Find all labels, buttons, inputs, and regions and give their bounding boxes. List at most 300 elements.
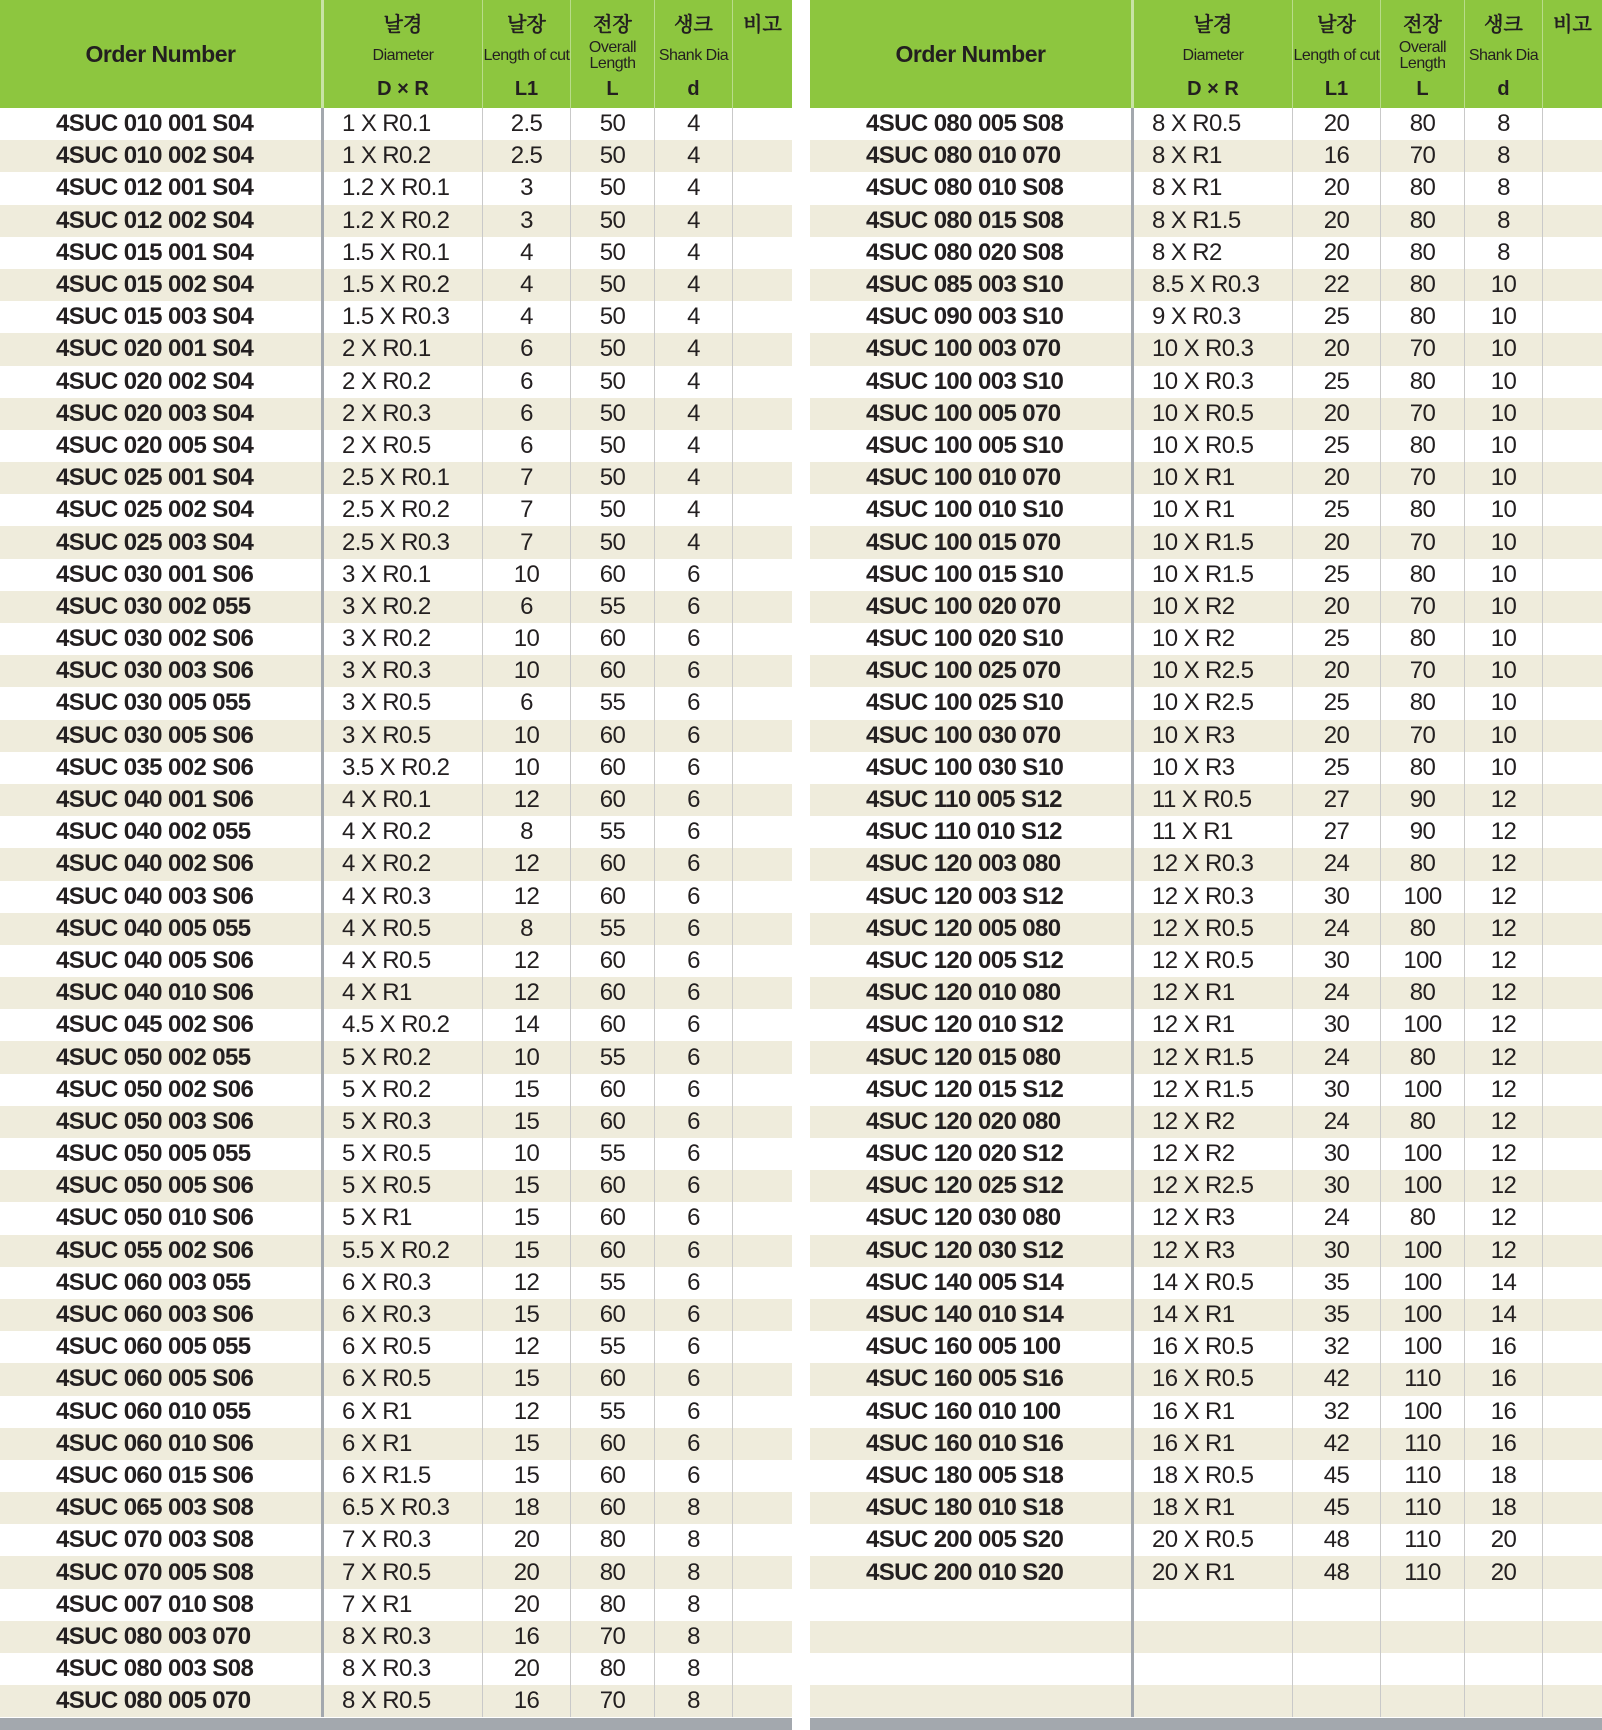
- cell-note: [733, 1653, 792, 1685]
- cell-overall-length: 110: [1381, 1460, 1465, 1492]
- cell-length-of-cut: 24: [1293, 848, 1381, 880]
- cell-shank-dia: 10: [1465, 752, 1543, 784]
- cell-note: [733, 1235, 792, 1267]
- cell-note: [733, 784, 792, 816]
- header-symbol: L1: [514, 78, 539, 100]
- header-symbol: d: [687, 78, 700, 100]
- table-row: [0, 430, 792, 462]
- cell-length-of-cut: 20: [1293, 462, 1381, 494]
- cell-overall-length: 80: [571, 1653, 655, 1685]
- cell-length-of-cut: 16: [483, 1685, 571, 1717]
- header-label-ko: 날장: [1317, 14, 1356, 36]
- cell-note: [1543, 1235, 1602, 1267]
- cell-diameter: 2 X R0.3: [324, 398, 483, 430]
- cell-note: [1543, 430, 1602, 462]
- cell-note: [1543, 559, 1602, 591]
- cell-shank-dia: 12: [1465, 1170, 1543, 1202]
- table-row: [0, 881, 792, 913]
- header-order-number: [810, 0, 1134, 108]
- cell-overall-length: 80: [1381, 108, 1465, 140]
- cell-order-number: 4SUC 110 010 S12: [810, 816, 1134, 848]
- table-row: [810, 752, 1602, 784]
- cell-order-number: 4SUC 030 002 055: [0, 591, 324, 623]
- cell-length-of-cut: 12: [483, 945, 571, 977]
- cell-note: [1543, 108, 1602, 140]
- cell-shank-dia: 10: [1465, 687, 1543, 719]
- cell-shank-dia: 8: [1465, 237, 1543, 269]
- table-row: [0, 1685, 792, 1717]
- table-row: [0, 1331, 792, 1363]
- cell-overall-length: 50: [571, 237, 655, 269]
- cell-shank-dia: 6: [655, 977, 733, 1009]
- cell-order-number: 4SUC 060 015 S06: [0, 1460, 324, 1492]
- cell-shank-dia: 6: [655, 591, 733, 623]
- cell-note: [733, 816, 792, 848]
- cell-overall-length: 70: [1381, 333, 1465, 365]
- cell-note: [1543, 1492, 1602, 1524]
- cell-overall-length: 100: [1381, 1267, 1465, 1299]
- cell-order-number: 4SUC 180 005 S18: [810, 1460, 1134, 1492]
- cell-order-number: 4SUC 010 002 S04: [0, 140, 324, 172]
- cell-order-number: 4SUC 080 005 S08: [810, 108, 1134, 140]
- cell-shank-dia: 10: [1465, 720, 1543, 752]
- cell-diameter: 1 X R0.1: [324, 108, 483, 140]
- cell-shank-dia: 8: [1465, 172, 1543, 204]
- cell-diameter: 16 X R1: [1134, 1428, 1293, 1460]
- cell-overall-length: 80: [1381, 623, 1465, 655]
- cell-order-number: 4SUC 100 003 S10: [810, 366, 1134, 398]
- cell-length-of-cut: 30: [1293, 1235, 1381, 1267]
- cell-shank-dia: 12: [1465, 1138, 1543, 1170]
- cell-note: [733, 269, 792, 301]
- cell-shank-dia: 12: [1465, 1106, 1543, 1138]
- table-row: [810, 494, 1602, 526]
- table-row: [810, 301, 1602, 333]
- cell-diameter: 8 X R0.3: [324, 1621, 483, 1653]
- cell-diameter: 8 X R0.5: [324, 1685, 483, 1717]
- cell-overall-length: 100: [1381, 1138, 1465, 1170]
- header-label-ko: 날장: [507, 14, 546, 36]
- cell-length-of-cut: 4: [483, 301, 571, 333]
- cell-overall-length: 50: [571, 366, 655, 398]
- cell-length-of-cut: 35: [1293, 1299, 1381, 1331]
- cell-shank-dia: 4: [655, 494, 733, 526]
- cell-overall-length: 100: [1381, 1299, 1465, 1331]
- cell-order-number: 4SUC 030 003 S06: [0, 655, 324, 687]
- table-row: [0, 913, 792, 945]
- cell-shank-dia: 6: [655, 945, 733, 977]
- cell-note: [733, 205, 792, 237]
- cell-overall-length: 100: [1381, 945, 1465, 977]
- cell-note: [1543, 1009, 1602, 1041]
- cell-order-number: 4SUC 020 005 S04: [0, 430, 324, 462]
- cell-shank-dia: [1465, 1685, 1543, 1717]
- cell-diameter: 5 X R1: [324, 1202, 483, 1234]
- header-label-en: Length of cut: [483, 47, 570, 64]
- cell-length-of-cut: 7: [483, 462, 571, 494]
- cell-order-number: [810, 1685, 1134, 1717]
- cell-length-of-cut: 30: [1293, 1074, 1381, 1106]
- cell-length-of-cut: 16: [483, 1621, 571, 1653]
- table-row: [0, 1363, 792, 1395]
- cell-overall-length: 55: [571, 1331, 655, 1363]
- cell-diameter: 11 X R0.5: [1134, 784, 1293, 816]
- cell-shank-dia: 12: [1465, 848, 1543, 880]
- cell-shank-dia: 8: [655, 1524, 733, 1556]
- header-symbol: d: [1497, 78, 1510, 100]
- table-row: [0, 816, 792, 848]
- cell-overall-length: 60: [571, 1460, 655, 1492]
- cell-order-number: [810, 1589, 1134, 1621]
- cell-length-of-cut: [1293, 1653, 1381, 1685]
- cell-overall-length: [1381, 1621, 1465, 1653]
- header-label-ko: 비고: [1553, 14, 1592, 36]
- table-row: [810, 1589, 1602, 1621]
- cell-overall-length: 110: [1381, 1556, 1465, 1588]
- cell-order-number: 4SUC 100 010 S10: [810, 494, 1134, 526]
- cell-order-number: 4SUC 120 025 S12: [810, 1170, 1134, 1202]
- cell-note: [733, 848, 792, 880]
- header-overall-length: [571, 0, 655, 108]
- cell-overall-length: 50: [571, 333, 655, 365]
- cell-order-number: 4SUC 100 015 S10: [810, 559, 1134, 591]
- header-note: [733, 0, 792, 108]
- cell-length-of-cut: 20: [1293, 237, 1381, 269]
- cell-overall-length: 60: [571, 559, 655, 591]
- cell-diameter: 3 X R0.2: [324, 623, 483, 655]
- cell-length-of-cut: 4: [483, 269, 571, 301]
- cell-length-of-cut: 10: [483, 655, 571, 687]
- table-row: [0, 398, 792, 430]
- header-symbol: L1: [1324, 78, 1349, 100]
- header-overall-length: [1381, 0, 1465, 108]
- cell-order-number: 4SUC 007 010 S08: [0, 1589, 324, 1621]
- cell-note: [1543, 1363, 1602, 1395]
- cell-diameter: 3 X R0.5: [324, 687, 483, 719]
- cell-diameter: 10 X R0.5: [1134, 398, 1293, 430]
- cell-shank-dia: 8: [1465, 108, 1543, 140]
- cell-diameter: 5 X R0.2: [324, 1041, 483, 1073]
- cell-length-of-cut: 30: [1293, 1009, 1381, 1041]
- spec-table-right: [810, 0, 1602, 1730]
- cell-order-number: 4SUC 060 010 055: [0, 1396, 324, 1428]
- cell-order-number: 4SUC 120 010 S12: [810, 1009, 1134, 1041]
- cell-order-number: 4SUC 055 002 S06: [0, 1235, 324, 1267]
- cell-length-of-cut: 15: [483, 1074, 571, 1106]
- cell-order-number: [810, 1621, 1134, 1653]
- table-row: [810, 1138, 1602, 1170]
- cell-length-of-cut: 30: [1293, 1170, 1381, 1202]
- cell-diameter: 12 X R3: [1134, 1202, 1293, 1234]
- cell-shank-dia: 6: [655, 1396, 733, 1428]
- table-row: [0, 1621, 792, 1653]
- cell-diameter: 1.2 X R0.1: [324, 172, 483, 204]
- cell-overall-length: 80: [1381, 1202, 1465, 1234]
- cell-shank-dia: 4: [655, 366, 733, 398]
- table-row: [810, 366, 1602, 398]
- cell-length-of-cut: 20: [1293, 398, 1381, 430]
- cell-shank-dia: 4: [655, 172, 733, 204]
- cell-order-number: 4SUC 120 005 S12: [810, 945, 1134, 977]
- cell-length-of-cut: 16: [1293, 140, 1381, 172]
- cell-order-number: 4SUC 100 020 070: [810, 591, 1134, 623]
- cell-diameter: 5 X R0.5: [324, 1138, 483, 1170]
- cell-shank-dia: 6: [655, 1267, 733, 1299]
- cell-note: [1543, 205, 1602, 237]
- cell-diameter: 6 X R0.5: [324, 1331, 483, 1363]
- table-row: [0, 1106, 792, 1138]
- cell-overall-length: 50: [571, 494, 655, 526]
- cell-note: [1543, 526, 1602, 558]
- cell-order-number: 4SUC 080 020 S08: [810, 237, 1134, 269]
- table-row: [0, 1041, 792, 1073]
- cell-overall-length: 60: [571, 1009, 655, 1041]
- table-row: [0, 655, 792, 687]
- header-label-en: Diameter: [372, 47, 434, 64]
- cell-shank-dia: 6: [655, 1074, 733, 1106]
- cell-overall-length: 60: [571, 1202, 655, 1234]
- cell-overall-length: 80: [1381, 494, 1465, 526]
- cell-overall-length: 50: [571, 430, 655, 462]
- cell-shank-dia: 12: [1465, 1009, 1543, 1041]
- cell-note: [733, 945, 792, 977]
- table-row: [0, 301, 792, 333]
- cell-order-number: 4SUC 080 010 S08: [810, 172, 1134, 204]
- cell-overall-length: 60: [571, 1235, 655, 1267]
- cell-diameter: 3 X R0.3: [324, 655, 483, 687]
- cell-note: [1543, 140, 1602, 172]
- cell-shank-dia: 6: [655, 623, 733, 655]
- cell-length-of-cut: 6: [483, 366, 571, 398]
- cell-shank-dia: 20: [1465, 1556, 1543, 1588]
- cell-diameter: 2 X R0.2: [324, 366, 483, 398]
- cell-note: [733, 1074, 792, 1106]
- cell-overall-length: 80: [571, 1524, 655, 1556]
- header-shank-dia: [1465, 0, 1543, 108]
- cell-length-of-cut: 6: [483, 687, 571, 719]
- cell-overall-length: 100: [1381, 1074, 1465, 1106]
- header-label-en: Overall Length: [588, 39, 637, 72]
- cell-note: [733, 752, 792, 784]
- cell-length-of-cut: 12: [483, 848, 571, 880]
- header-label-en: Shank Dia: [658, 47, 729, 64]
- cell-order-number: 4SUC 050 010 S06: [0, 1202, 324, 1234]
- table-row: [810, 237, 1602, 269]
- cell-note: [733, 1041, 792, 1073]
- table-body: [810, 108, 1602, 1717]
- cell-shank-dia: 4: [655, 269, 733, 301]
- cell-length-of-cut: 12: [483, 784, 571, 816]
- cell-length-of-cut: 45: [1293, 1492, 1381, 1524]
- cell-shank-dia: 12: [1465, 1235, 1543, 1267]
- cell-order-number: 4SUC 100 030 070: [810, 720, 1134, 752]
- table-row: [0, 559, 792, 591]
- cell-length-of-cut: 25: [1293, 687, 1381, 719]
- cell-length-of-cut: 20: [1293, 591, 1381, 623]
- cell-order-number: 4SUC 120 003 S12: [810, 881, 1134, 913]
- table-row: [810, 1621, 1602, 1653]
- cell-note: [733, 301, 792, 333]
- cell-diameter: 10 X R0.3: [1134, 366, 1293, 398]
- table-row: [810, 1267, 1602, 1299]
- cell-note: [1543, 1460, 1602, 1492]
- cell-note: [1543, 1074, 1602, 1106]
- table-row: [810, 977, 1602, 1009]
- cell-overall-length: 50: [571, 205, 655, 237]
- table-row: [810, 1041, 1602, 1073]
- table-row: [0, 752, 792, 784]
- cell-order-number: 4SUC 140 005 S14: [810, 1267, 1134, 1299]
- table-row: [810, 913, 1602, 945]
- cell-note: [1543, 366, 1602, 398]
- cell-overall-length: 100: [1381, 1170, 1465, 1202]
- cell-shank-dia: 4: [655, 462, 733, 494]
- cell-shank-dia: 20: [1465, 1524, 1543, 1556]
- cell-note: [1543, 172, 1602, 204]
- cell-diameter: 12 X R0.5: [1134, 913, 1293, 945]
- cell-note: [1543, 784, 1602, 816]
- cell-diameter: 12 X R2: [1134, 1138, 1293, 1170]
- cell-diameter: 6 X R1: [324, 1396, 483, 1428]
- cell-overall-length: 80: [571, 1556, 655, 1588]
- cell-order-number: 4SUC 080 015 S08: [810, 205, 1134, 237]
- header-length-of-cut: [1293, 0, 1381, 108]
- cell-diameter: 11 X R1: [1134, 816, 1293, 848]
- cell-order-number: 4SUC 020 001 S04: [0, 333, 324, 365]
- cell-length-of-cut: 25: [1293, 494, 1381, 526]
- cell-length-of-cut: 25: [1293, 623, 1381, 655]
- cell-note: [1543, 591, 1602, 623]
- cell-length-of-cut: 7: [483, 526, 571, 558]
- table-row: [0, 333, 792, 365]
- table-row: [0, 1299, 792, 1331]
- cell-note: [1543, 1299, 1602, 1331]
- cell-diameter: 5 X R0.5: [324, 1170, 483, 1202]
- cell-diameter: [1134, 1685, 1293, 1717]
- cell-shank-dia: 10: [1465, 462, 1543, 494]
- cell-overall-length: 60: [571, 1299, 655, 1331]
- cell-shank-dia: 6: [655, 784, 733, 816]
- cell-order-number: 4SUC 060 003 S06: [0, 1299, 324, 1331]
- cell-shank-dia: 10: [1465, 333, 1543, 365]
- cell-note: [733, 1170, 792, 1202]
- cell-diameter: 18 X R0.5: [1134, 1460, 1293, 1492]
- cell-order-number: 4SUC 025 003 S04: [0, 526, 324, 558]
- cell-diameter: 2 X R0.1: [324, 333, 483, 365]
- table-row: [0, 172, 792, 204]
- cell-shank-dia: 8: [1465, 140, 1543, 172]
- cell-order-number: [810, 1653, 1134, 1685]
- cell-length-of-cut: 12: [483, 1396, 571, 1428]
- table-row: [810, 1492, 1602, 1524]
- cell-diameter: 4 X R0.2: [324, 816, 483, 848]
- cell-length-of-cut: 20: [1293, 172, 1381, 204]
- cell-overall-length: 80: [1381, 913, 1465, 945]
- cell-order-number: 4SUC 050 005 055: [0, 1138, 324, 1170]
- cell-length-of-cut: 6: [483, 333, 571, 365]
- cell-overall-length: 50: [571, 140, 655, 172]
- table-row: [0, 237, 792, 269]
- cell-shank-dia: 6: [655, 848, 733, 880]
- cell-order-number: 4SUC 025 002 S04: [0, 494, 324, 526]
- cell-diameter: 1.2 X R0.2: [324, 205, 483, 237]
- cell-shank-dia: 6: [655, 1106, 733, 1138]
- table-row: [0, 462, 792, 494]
- cell-overall-length: 110: [1381, 1524, 1465, 1556]
- table-row: [0, 687, 792, 719]
- cell-diameter: 10 X R1: [1134, 462, 1293, 494]
- cell-diameter: 18 X R1: [1134, 1492, 1293, 1524]
- table-row: [810, 333, 1602, 365]
- cell-order-number: 4SUC 100 003 070: [810, 333, 1134, 365]
- cell-note: [1543, 1685, 1602, 1717]
- cell-diameter: 4 X R0.3: [324, 881, 483, 913]
- cell-length-of-cut: 20: [483, 1556, 571, 1588]
- cell-length-of-cut: [1293, 1589, 1381, 1621]
- cell-shank-dia: 12: [1465, 816, 1543, 848]
- cell-note: [733, 333, 792, 365]
- cell-diameter: 16 X R1: [1134, 1396, 1293, 1428]
- table-row: [810, 1106, 1602, 1138]
- cell-overall-length: 70: [1381, 655, 1465, 687]
- cell-length-of-cut: 27: [1293, 816, 1381, 848]
- cell-overall-length: 80: [1381, 687, 1465, 719]
- cell-note: [1543, 237, 1602, 269]
- table-row: [0, 1492, 792, 1524]
- cell-length-of-cut: 4: [483, 237, 571, 269]
- cell-overall-length: 50: [571, 526, 655, 558]
- cell-length-of-cut: 32: [1293, 1396, 1381, 1428]
- table-row: [810, 1331, 1602, 1363]
- cell-shank-dia: 6: [655, 1009, 733, 1041]
- cell-shank-dia: 6: [655, 655, 733, 687]
- cell-length-of-cut: 30: [1293, 945, 1381, 977]
- cell-diameter: 2 X R0.5: [324, 430, 483, 462]
- cell-overall-length: 70: [571, 1621, 655, 1653]
- cell-note: [1543, 687, 1602, 719]
- cell-length-of-cut: 32: [1293, 1331, 1381, 1363]
- cell-shank-dia: 10: [1465, 301, 1543, 333]
- cell-shank-dia: 4: [655, 333, 733, 365]
- cell-note: [733, 1428, 792, 1460]
- cell-overall-length: 100: [1381, 881, 1465, 913]
- cell-diameter: 3.5 X R0.2: [324, 752, 483, 784]
- cell-shank-dia: 6: [655, 1428, 733, 1460]
- cell-shank-dia: 12: [1465, 881, 1543, 913]
- cell-diameter: 1.5 X R0.1: [324, 237, 483, 269]
- cell-length-of-cut: 25: [1293, 301, 1381, 333]
- cell-overall-length: 50: [571, 172, 655, 204]
- cell-note: [733, 462, 792, 494]
- cell-shank-dia: 6: [655, 816, 733, 848]
- cell-length-of-cut: 48: [1293, 1524, 1381, 1556]
- cell-shank-dia: [1465, 1621, 1543, 1653]
- cell-overall-length: 80: [1381, 977, 1465, 1009]
- table-row: [810, 205, 1602, 237]
- cell-overall-length: 90: [1381, 816, 1465, 848]
- cell-order-number: 4SUC 012 002 S04: [0, 205, 324, 237]
- table-row: [810, 1363, 1602, 1395]
- cell-length-of-cut: 30: [1293, 881, 1381, 913]
- header-label: Order Number: [895, 40, 1046, 67]
- header-label-ko: 생크: [1484, 14, 1523, 36]
- header-symbol: D × R: [1187, 78, 1239, 100]
- cell-shank-dia: 6: [655, 1460, 733, 1492]
- table-row: [0, 945, 792, 977]
- cell-order-number: 4SUC 100 015 070: [810, 526, 1134, 558]
- table-row: [0, 494, 792, 526]
- cell-order-number: 4SUC 100 010 070: [810, 462, 1134, 494]
